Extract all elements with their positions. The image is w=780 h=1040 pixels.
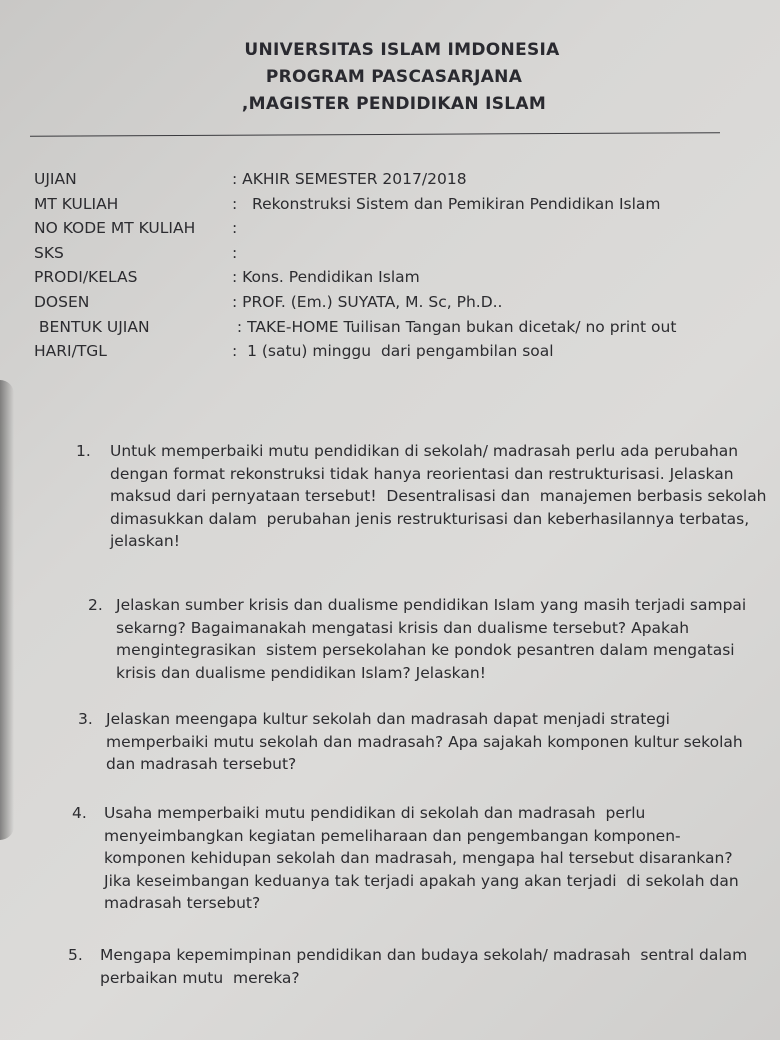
info-row-course-code (34, 219, 754, 244)
info-value: : (232, 243, 238, 262)
question-number: 4. (72, 804, 87, 822)
question-text (116, 594, 746, 684)
question-text (100, 944, 747, 989)
info-row-course (34, 195, 754, 220)
question-line: Mengapa kepemimpinan pendidikan dan budaya sekolah/ madrasah sentral dalam (100, 946, 748, 964)
question-line: sekarng? Bagaimanakah mengatasi krisis dan dualisme tersebut? Apakah (116, 618, 690, 637)
info-label: DOSEN (34, 292, 90, 311)
question-line: Jelaskan meengapa kultur sekolah dan madrasah dapat menjadi strategi (106, 710, 670, 728)
info-row-lecturer (34, 293, 754, 318)
info-label: BENTUK UJIAN (34, 317, 150, 336)
header-divider (30, 132, 720, 137)
question-line: komponen kehidupan sekolah dan madrasah, mengapa hal tersebut disarankan? (104, 849, 733, 867)
question-line: krisis dan dualisme pendidikan Islam? Jelaskan! (116, 663, 486, 682)
program-name: PROGRAM PASCASARJANA (265, 67, 523, 87)
info-label: UJIAN (34, 170, 77, 188)
question-number: 1. (76, 442, 91, 460)
question-line: madrasah tersebut? (104, 894, 261, 912)
info-value: : TAKE-HOME Tuilisan Tangan bukan dicetak/ no print out (232, 317, 677, 336)
info-value: : (232, 219, 238, 238)
question-number: 5. (68, 946, 83, 964)
question-text (106, 708, 743, 776)
question-text (104, 802, 739, 915)
info-label: HARI/TGL (34, 342, 107, 361)
info-value: : PROF. (Em.) SUYATA, M. Sc, Ph.D.. (232, 292, 503, 311)
question-line: mengintegrasikan sistem persekolahan ke pondok pesantren dalam mengatasi (116, 641, 735, 659)
question-line: menyeimbangkan kegiatan pemeliharaan dan pengembangan komponen- (104, 826, 681, 845)
info-row-exam (34, 170, 754, 195)
page-shadow (0, 380, 14, 840)
info-value: : Kons. Pendidikan Islam (232, 268, 420, 287)
info-label: SKS (34, 243, 64, 262)
question-line: jelaskan! (110, 532, 180, 550)
info-value: : Rekonstruksi Sistem dan Pemikiran Pendidikan Islam (232, 194, 661, 213)
exam-info-table (34, 170, 754, 367)
question-line: dengan format rekonstruksi tidak hanya reorientasi dan restrukturisasi. Jelaskan (110, 464, 734, 483)
university-name: UNIVERSITAS ISLAM IMDONESIA (244, 40, 560, 60)
info-row-exam-form (34, 318, 754, 343)
info-value: : AKHIR SEMESTER 2017/2018 (232, 170, 467, 188)
question-line: memperbaiki mutu sekolah dan madrasah? Apa sajakah komponen kultur sekolah (106, 732, 743, 751)
info-label: PRODI/KELAS (34, 268, 138, 287)
question-number: 2. (88, 596, 103, 614)
question-line: Usaha memperbaiki mutu pendidikan di sekolah dan madrasah perlu (104, 804, 646, 822)
info-label: MT KULIAH (34, 194, 119, 213)
info-row-program (34, 268, 754, 293)
info-label: NO KODE MT KULIAH (34, 219, 196, 238)
info-value: : 1 (satu) minggu dari pengambilan soal (232, 342, 554, 361)
question-line: dimasukkan dalam perubahan jenis restrukturisasi dan keberhasilannya terbatas, (110, 509, 750, 528)
info-row-date (34, 342, 754, 367)
question-line: perbaikan mutu mereka? (100, 968, 300, 987)
question-line: Jelaskan sumber krisis dan dualisme pendidikan Islam yang masih terjadi sampai (116, 596, 747, 614)
question-line: maksud dari pernyataan tersebut! Desentralisasi dan manajemen berbasis sekolah (110, 487, 767, 505)
info-row-credits (34, 244, 754, 269)
department-name: ,MAGISTER PENDIDIKAN ISLAM (241, 94, 547, 114)
question-number: 3. (78, 710, 93, 728)
question-line: Jika keseimbangan keduanya tak terjadi apakah yang akan terjadi di sekolah dan (104, 871, 739, 890)
question-line: Untuk memperbaiki mutu pendidikan di sekolah/ madrasah perlu ada perubahan (110, 442, 739, 460)
question-text (110, 440, 767, 553)
question-line: dan madrasah tersebut? (106, 755, 297, 773)
